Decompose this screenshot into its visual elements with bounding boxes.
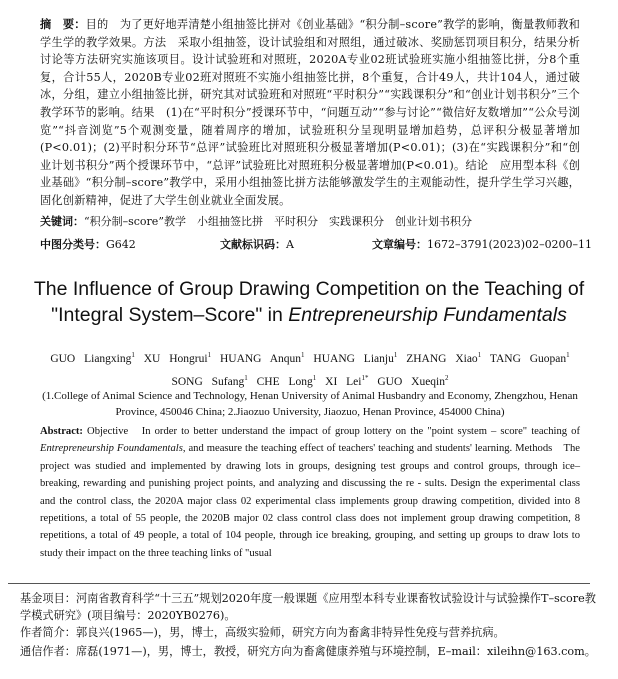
english-abstract <box>40 423 580 562</box>
fund-text: 河南省教育科学“十三五”规划2020年度一般课题《应用型本科专业课畜牧试验设计与试验操作T–score教学模式研究》(项目编号：2020YB0276)。 <box>20 592 596 622</box>
author: CHE Long$^1$ <box>256 373 317 388</box>
article-value: 1672–3791(2023)02–0200–11 <box>427 238 593 251</box>
affiliation: (1.College of Animal Science and Technology, Henan University of Animal Husbandry and Economy, Zhengzhou, Henan Province, 450046 China; 2.Jiaozuo University, Jiaozuo, Henan Province, 454000 China) <box>42 390 578 418</box>
doc-label: 文献标识码： <box>220 238 286 251</box>
author: GUO Xueqin$^2$ <box>377 373 449 388</box>
keywords-zh <box>40 214 580 230</box>
author: ZHANG Xiao$^1$ <box>406 351 482 365</box>
author: XU Hongrui$^1$ <box>143 351 212 365</box>
authors-line-1 <box>40 346 580 369</box>
author: HUANG Lianju$^1$ <box>313 351 398 365</box>
author-bio-text: 郭良兴(1965—)，男，博士，高级实验师，研究方向为畜禽非特异性免疫与营养抗病。 <box>75 626 505 639</box>
fund-label: 基金项目： <box>20 592 76 605</box>
keywords-zh-text: “积分制–score”教学 小组抽签比拼 平时积分 实践课积分 创业计划书积分 <box>84 215 472 228</box>
abstract-en-label: Abstract: <box>40 426 83 437</box>
abstract-zh-text: 目的 为了更好地弄清楚小组抽签比拼对《创业基础》“积分制–score”教学的影响，衡量教师教和学生学的教学效果。方法 采取小组抽签，设计试验组和对照组，通过破冰、奖励惩罚项目积分，结果分析讨论等方法研究实施该项目。设计试验班和对照班，2020A专业02班试验班实施小组抽签比拼，分8个重复，合计55人，2020B专业02班对照班不实施小组抽签比拼，8个重复，合计49人，共计104人，通过破冰，分组，建立小组抽签比拼，研究其对试验班和对照班“平时积分”“实践课积分”和“创业计划书积分”三个教学环节的影响。结果 (1)在“平时积分”授课环节中，“问题互动”“参与讨论”“微信好友数增加”“公众号浏览”“抖音浏览”5个观测变量，随着周序的增加，试验班积分呈现明显增加趋势，总评积分极显著增加(P<0.01)；(2)平时积分环节“总评”试验班比对照班积分极显著增加(P<0.01)；(3)在“实践课积分”和“创业计划书积分”两个授课环节中，“总评”试验班比对照班积分极显著增加(P<0.01)。结论 应用型本科《创业基础》“积分制–score”教学中，采用小组抽签比拼方法能够激发学生的主观能动性，提升学生学习兴趣，固化创新精神，促进了大学生创业就业全面发展。 <box>40 18 580 207</box>
abstract-zh-label: 摘 要： <box>40 18 86 31</box>
footnote-divider <box>8 583 590 584</box>
clc-value: G642 <box>106 238 136 251</box>
doc-value: A <box>286 238 294 251</box>
author: SONG Sufang$^1$ <box>171 373 248 388</box>
article-number <box>372 236 592 252</box>
clc-number <box>40 236 136 252</box>
abstract-en-seg1: Objective In order to better understand the impact of group lottery on the "point system – score" teaching of <box>82 426 580 437</box>
english-title-main: The Influence of Group Drawing Competition on the Teaching of "Integral System–Score" in <box>33 278 585 326</box>
author: TANG Guopan$^1$ <box>489 351 570 365</box>
clc-label: 中图分类号： <box>40 238 106 251</box>
classification-row <box>40 236 593 252</box>
chinese-abstract <box>40 16 580 210</box>
corresponding-text: 席磊(1971—)，男，博士，教授，研究方向为畜禽健康养殖与环境控制，E–mail：xileihn@163.com。 <box>75 645 596 658</box>
fund-footnote <box>20 590 600 624</box>
english-title-italic: Entrepreneurship Fundamentals <box>288 304 567 326</box>
corresponding-author-footnote <box>20 643 600 660</box>
english-title <box>30 276 588 328</box>
document-code <box>220 236 294 252</box>
author: GUO Liangxing$^1$ <box>50 351 135 365</box>
article-label: 文章编号： <box>372 238 427 251</box>
keywords-zh-label: 关键词： <box>40 215 84 228</box>
abstract-en-seg2: , and measure the teaching effect of teachers' teaching and students' learning. Methods The project was studied and implemented by drawing lots in groups, designing test groups and control groups, through ice–breaking, rewarding and punishing project points, and analyzing and discussing the re - sults. Design the experimental class and the control class, the 2020A major class 02 experimental class implements group drawing competition, divided into 8 repetitions, a total of 55 people, the 2020B major 02 class control class does not implement group drawing competition, 8 repetitions, a total of 49 people, a total of 104 people, through ice breaking, grouping, and setting up groups to draw lots to study their impact on the three teaching links of "usual <box>40 443 580 559</box>
author-bio-label: 作者简介： <box>20 626 76 639</box>
author: HUANG Anqun$^1$ <box>219 351 305 365</box>
author-bio-footnote <box>20 624 600 641</box>
author-list <box>40 346 580 392</box>
abstract-en-italic: Entrepreneurship Foundamentals <box>40 443 183 455</box>
corresponding-label: 通信作者： <box>20 645 76 658</box>
author: XI Lei$^{1*}$ <box>325 373 369 388</box>
